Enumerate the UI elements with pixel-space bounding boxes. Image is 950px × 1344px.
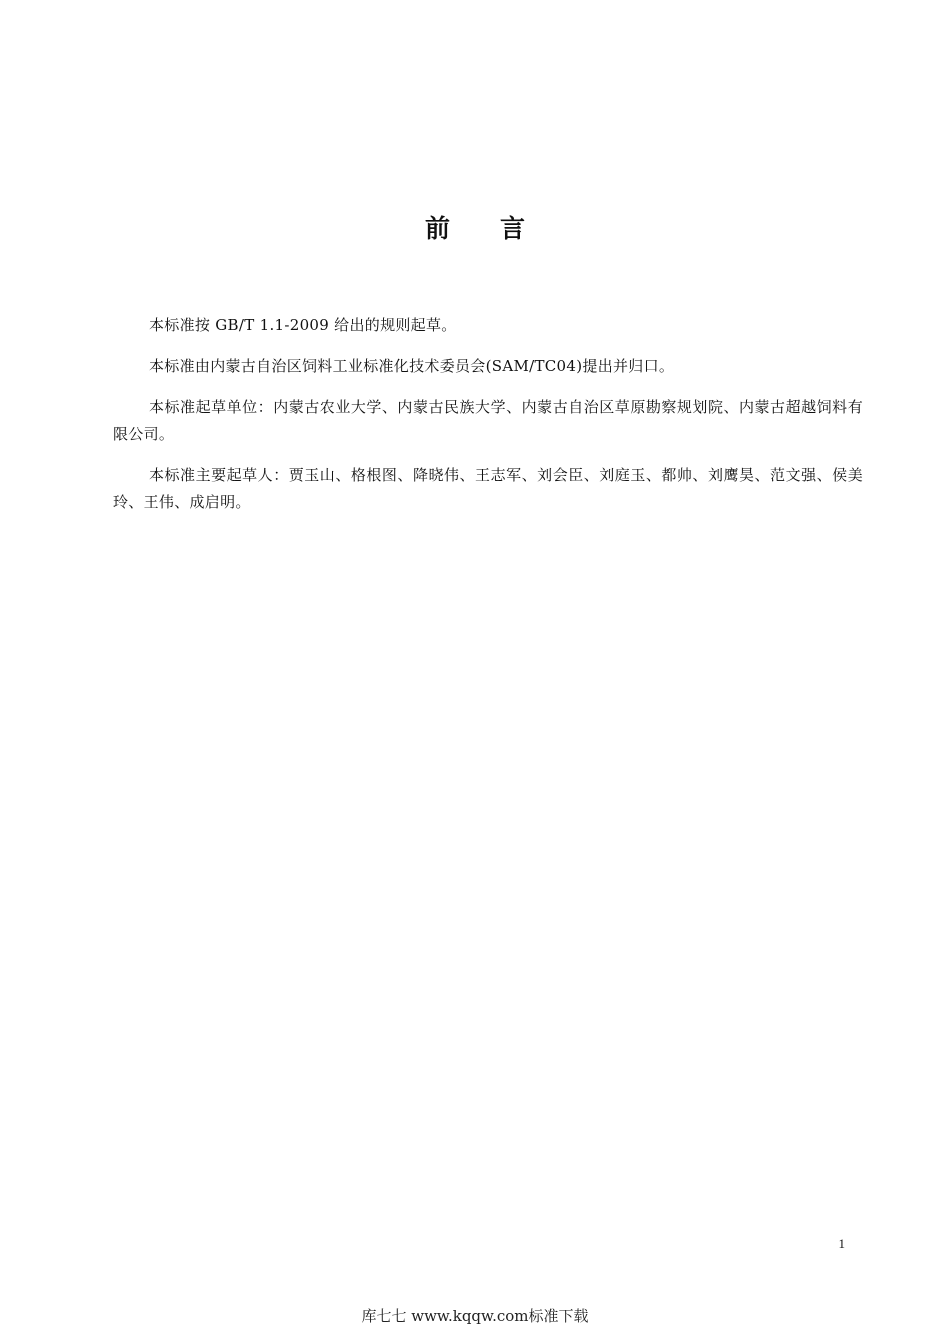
document-body: [113, 312, 863, 530]
footer-watermark: 库七七 www.kqqw.com标准下载: [361, 1307, 589, 1325]
page-title: 前言: [424, 214, 575, 243]
page-number: 1: [838, 1236, 845, 1251]
paragraph-drafting-rules: 本标准按 GB/T 1.1-2009 给出的规则起草。: [149, 316, 457, 334]
paragraph-drafters: 本标准主要起草人：贾玉山、格根图、降晓伟、王志军、刘会臣、刘庭玉、都帅、刘鹰昊、范文强、侯美玲、王伟、成启明。: [113, 466, 863, 511]
paragraph-drafting-units: 本标准起草单位：内蒙古农业大学、内蒙古民族大学、内蒙古自治区草原勘察规划院、内蒙古超越饲料有限公司。: [113, 398, 863, 443]
paragraph-proposer: 本标准由内蒙古自治区饲料工业标准化技术委员会(SAM/TC04)提出并归口。: [149, 357, 675, 375]
